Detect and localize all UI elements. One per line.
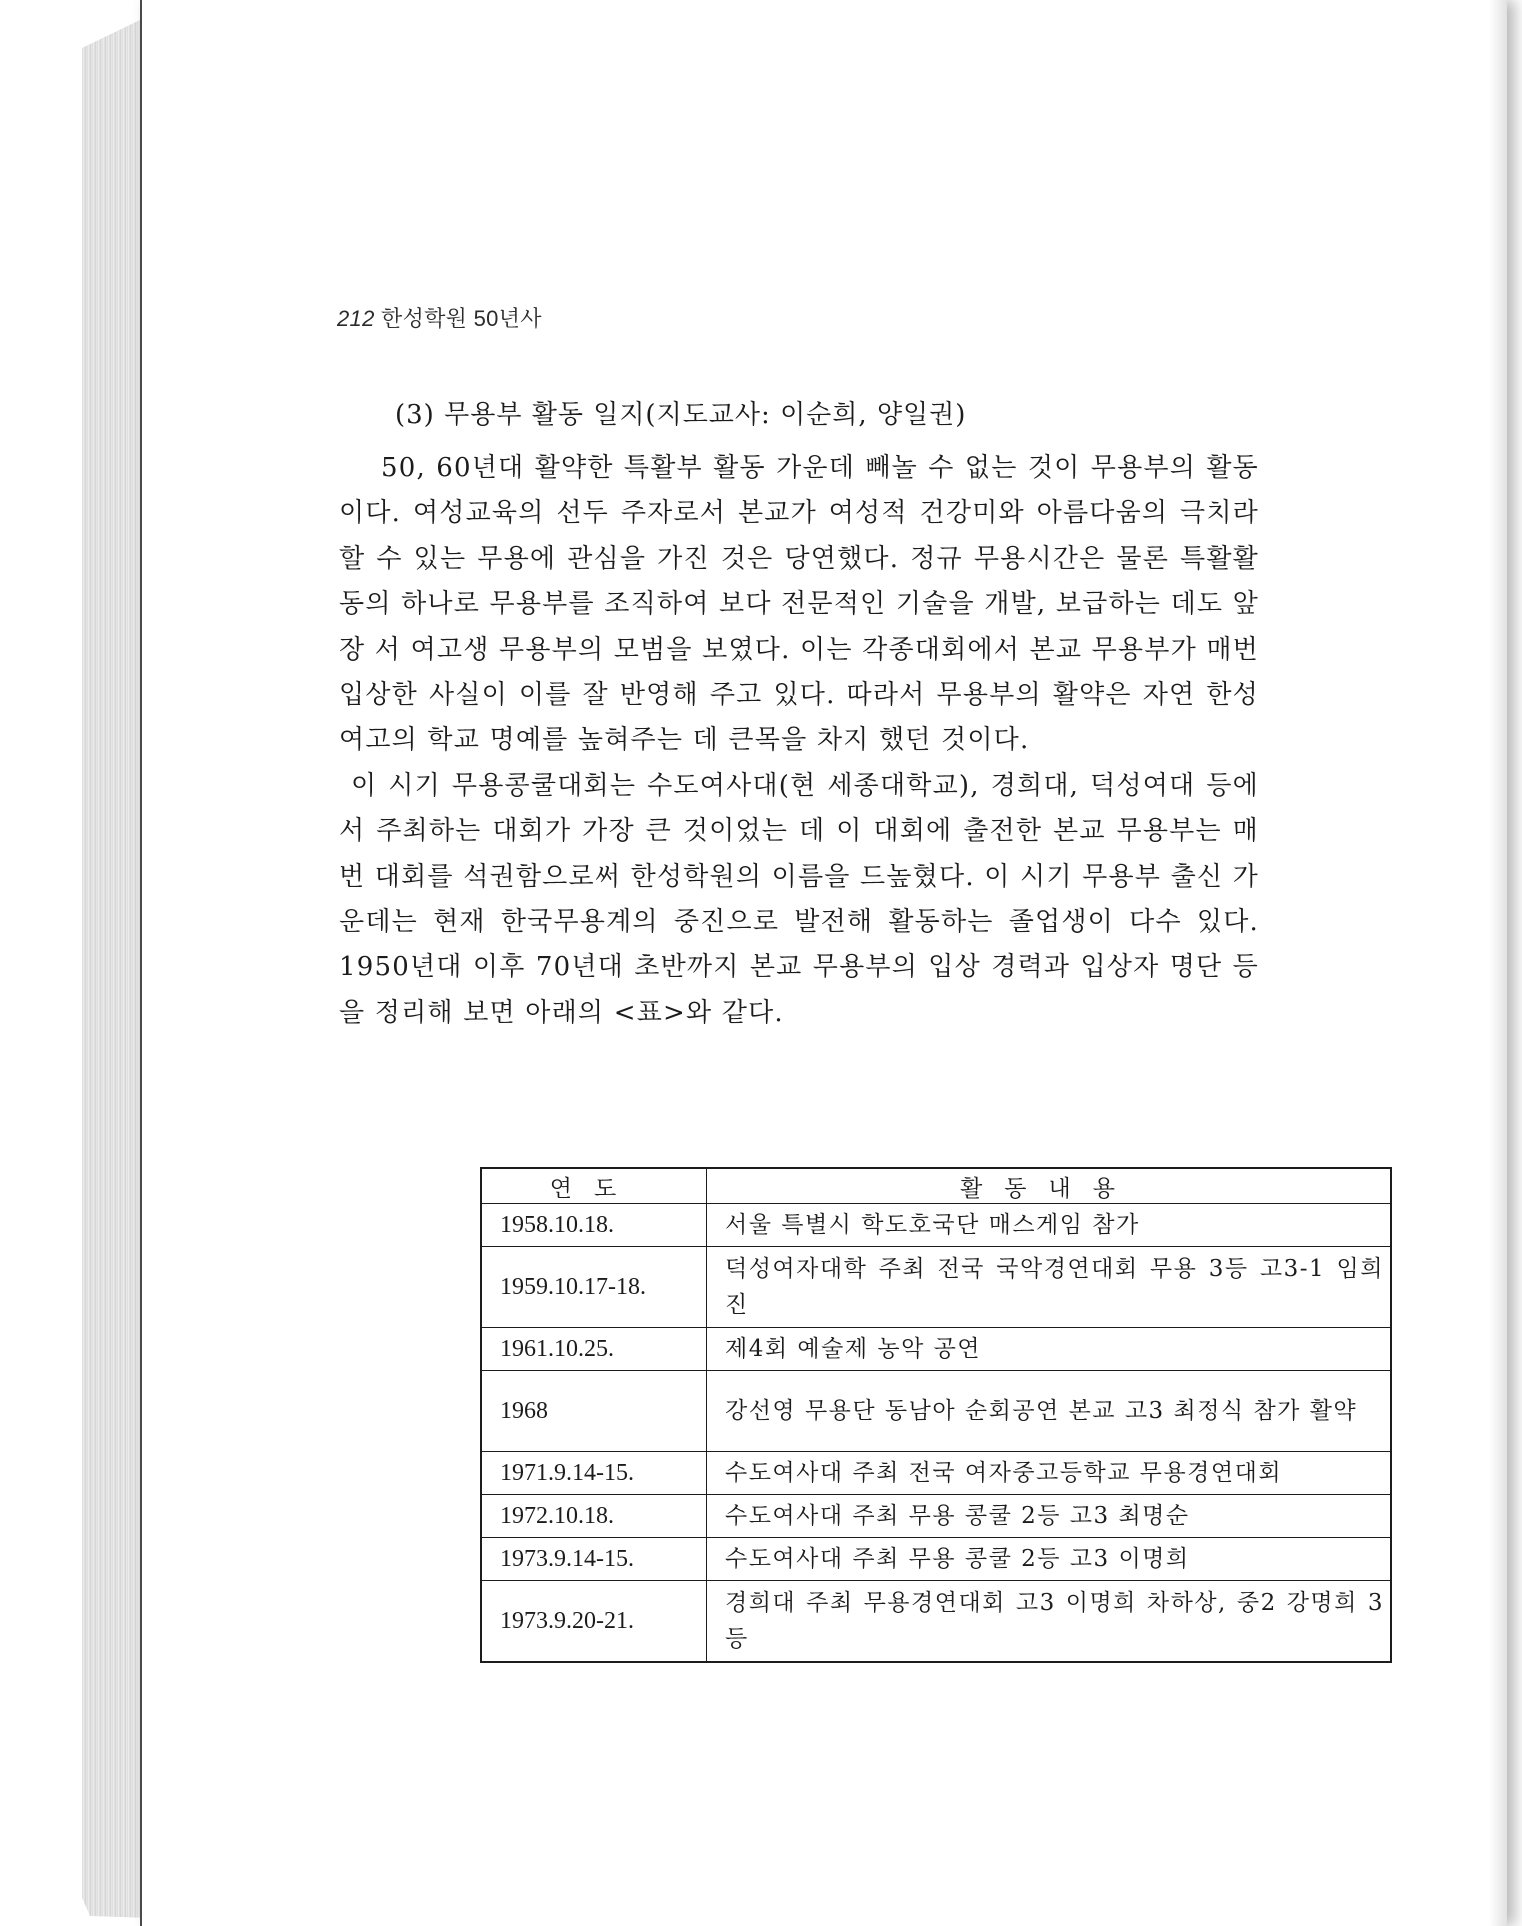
dance-activity-table: [480, 1167, 1392, 1663]
body-text: [339, 398, 1259, 1036]
row-year: 1971.9.14-15.: [481, 1452, 707, 1495]
row-content: 수도여사대 주최 무용 콩쿨 2등 고3 최명순: [707, 1495, 1392, 1538]
row-year: 1961.10.25.: [481, 1328, 707, 1371]
section-heading: (3) 무용부 활동 일지(지도교사: 이순희, 양일권): [395, 400, 967, 430]
row-year: 1959.10.17-18.: [481, 1247, 707, 1328]
book-title: 한성학원 50년사: [381, 306, 542, 331]
page-number: 212: [337, 306, 375, 331]
book-page: [140, 0, 1507, 1926]
table-row: [481, 1328, 1391, 1371]
row-content: 강선영 무용단 동남아 순회공연 본교 고3 최정식 참가 활약: [707, 1371, 1392, 1452]
header-content: 활동내용: [707, 1168, 1392, 1204]
table-row: [481, 1581, 1391, 1663]
paragraph-2: 이 시기 무용콩쿨대회는 수도여사대(현 세종대학교), 경희대, 덕성여대 등에서 주최하는 대회가 가장 큰 것이었는 데 이 대회에 출전한 본교 무용부는 매번 대회를 석권함으로써 한성학원의 이름을 드높혔다. 이 시기 무용부 출신 가운데는 현재 한국무용계의 중진으로 발전해 활동하는 졸업생이 다수 있다. 1950년대 이후 70년대 초반까지 본교 무용부의 입상 경력과 입상자 명단 등을 정리해 보면 아래의 <표>와 같다.: [339, 770, 1259, 1028]
table-row: [481, 1247, 1391, 1328]
row-content: 덕성여자대학 주최 전국 국악경연대회 무용 3등 고3-1 임희진: [707, 1247, 1392, 1328]
paragraph-1: 50, 60년대 활약한 특활부 활동 가운데 빼놀 수 없는 것이 무용부의 활동이다. 여성교육의 선두 주자로서 본교가 여성적 건강미와 아름다움의 극치라 할 수 있는 무용에 관심을 가진 것은 당연했다. 정규 무용시간은 물론 특활활동의 하나로 무용부를 조직하여 보다 전문적인 기술을 개발, 보급하는 데도 앞장 서 여고생 무용부의 모범을 보였다. 이는 각종대회에서 본교 무용부가 매번 입상한 사실이 이를 잘 반영해 주고 있다. 따라서 무용부의 활약은 자연 한성여고의 학교 명예를 높혀주는 데 큰목을 차지 했던 것이다.: [339, 453, 1259, 756]
row-content: 수도여사대 주최 무용 콩쿨 2등 고3 이명희: [707, 1538, 1392, 1581]
row-year: 1968: [481, 1371, 707, 1452]
row-year: 1973.9.14-15.: [481, 1538, 707, 1581]
table-row: [481, 1538, 1391, 1581]
row-year: 1958.10.18.: [481, 1204, 707, 1247]
row-content: 수도여사대 주최 전국 여자중고등학교 무용경연대회: [707, 1452, 1392, 1495]
row-content: 경희대 주최 무용경연대회 고3 이명희 차하상, 중2 강명희 3등: [707, 1581, 1392, 1663]
running-head: [337, 302, 542, 333]
table-row: [481, 1204, 1391, 1247]
table-row: [481, 1371, 1391, 1452]
header-year: 연도: [481, 1168, 707, 1204]
row-content: 제4회 예술제 농악 공연: [707, 1328, 1392, 1371]
table-row: [481, 1452, 1391, 1495]
row-year: 1973.9.20-21.: [481, 1581, 707, 1663]
row-content: 서울 특별시 학도호국단 매스게임 참가: [707, 1204, 1392, 1247]
table-row: [481, 1495, 1391, 1538]
row-year: 1972.10.18.: [481, 1495, 707, 1538]
table-header-row: [481, 1168, 1391, 1204]
